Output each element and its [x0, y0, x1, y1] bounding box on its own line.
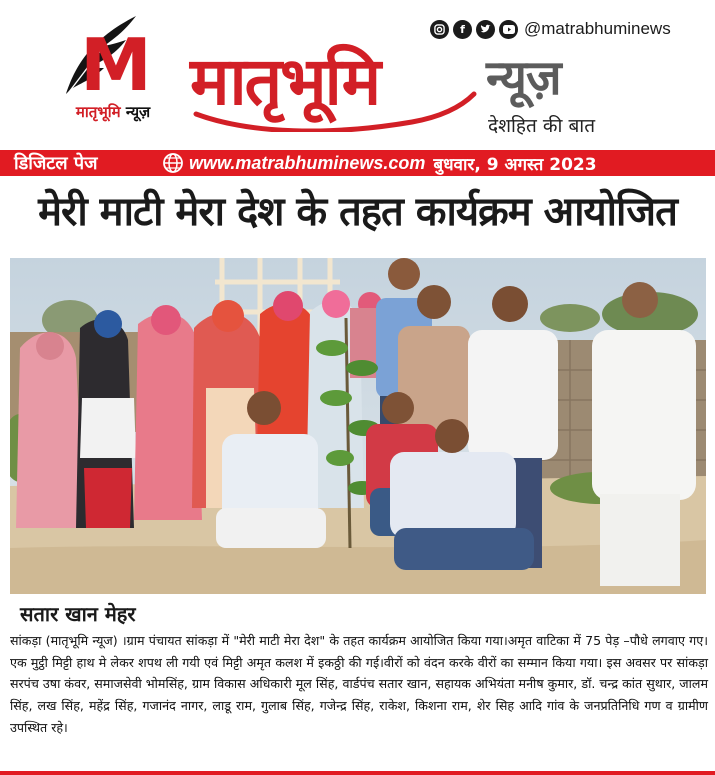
facebook-icon[interactable]: f — [453, 20, 472, 39]
logo-caption — [48, 102, 178, 122]
article-byline: सतार खान मेहर — [20, 602, 136, 626]
brand-logo[interactable] — [48, 10, 178, 138]
logo-mark — [48, 10, 178, 102]
article-body: सांकड़ा (मातृभूमि न्यूज) ।ग्राम पंचायत सांकड़ा में "मेरी माटी मेरा देश" के तहत कार्यक्रम आयोजित किया गया।अमृत वाटिका में 75 पेड़ –पौधे लगवाए गए।एक मुट्ठी मिट्टी हाथ मे लेकर शपथ ली गयी एवं मिट्टी अमृत कलश में इकठ्ठी की गई।वीरों को वंदन करके वीरों का सम्मान किया गया। इस अवसर पर सांकड़ा सरपंच उषा कंवर, समाजसेवी भोमसिंह, ग्राम विकास अधिकारी मूल सिंह, वार्डपंच सतार खान, सहायक अभियंता मनीष कुमार, डॉ. चन्द्र कांत सुथार, जालम सिंह, लख सिंह, महेंद्र सिंह, गजानंद नागर, लाडू राम, गुलाब सिंह, गजेन्द्र सिंह, राकेश, किशना राम, शेर सिह आदि गांव के जनप्रतिनिधि गण व ग्रामीण उपस्थित रहे। — [10, 633, 708, 735]
logo-caption-black: न्यूज़ — [125, 103, 151, 121]
masthead-tagline: देशहित की बात — [488, 115, 596, 137]
bottom-rule — [0, 771, 715, 775]
masthead — [0, 0, 715, 148]
masthead-news-word: न्यूज़ — [486, 50, 561, 106]
edition-date: बुधवार, 9 अगस्त 2023 — [433, 154, 597, 175]
website-link[interactable]: www.matrabhuminews.com — [189, 152, 426, 173]
edition-strip — [0, 150, 715, 176]
youtube-icon[interactable] — [499, 20, 518, 39]
globe-icon — [162, 152, 184, 174]
photo-illustration — [10, 258, 706, 594]
logo-caption-red: मातृभूमि — [75, 103, 121, 121]
masthead-title-text: मातृभूमि — [190, 42, 380, 120]
social-links — [430, 18, 671, 40]
article-headline: मेरी माटी मेरा देश के तहत कार्यक्रम आयोजित — [38, 189, 677, 235]
twitter-icon[interactable] — [476, 20, 495, 39]
instagram-icon[interactable] — [430, 20, 449, 39]
news-photo — [10, 258, 706, 594]
social-handle[interactable]: @matrabhuminews — [524, 19, 671, 38]
logo-letter: M — [80, 23, 152, 102]
edition-label: डिजिटल पेज — [14, 153, 98, 174]
